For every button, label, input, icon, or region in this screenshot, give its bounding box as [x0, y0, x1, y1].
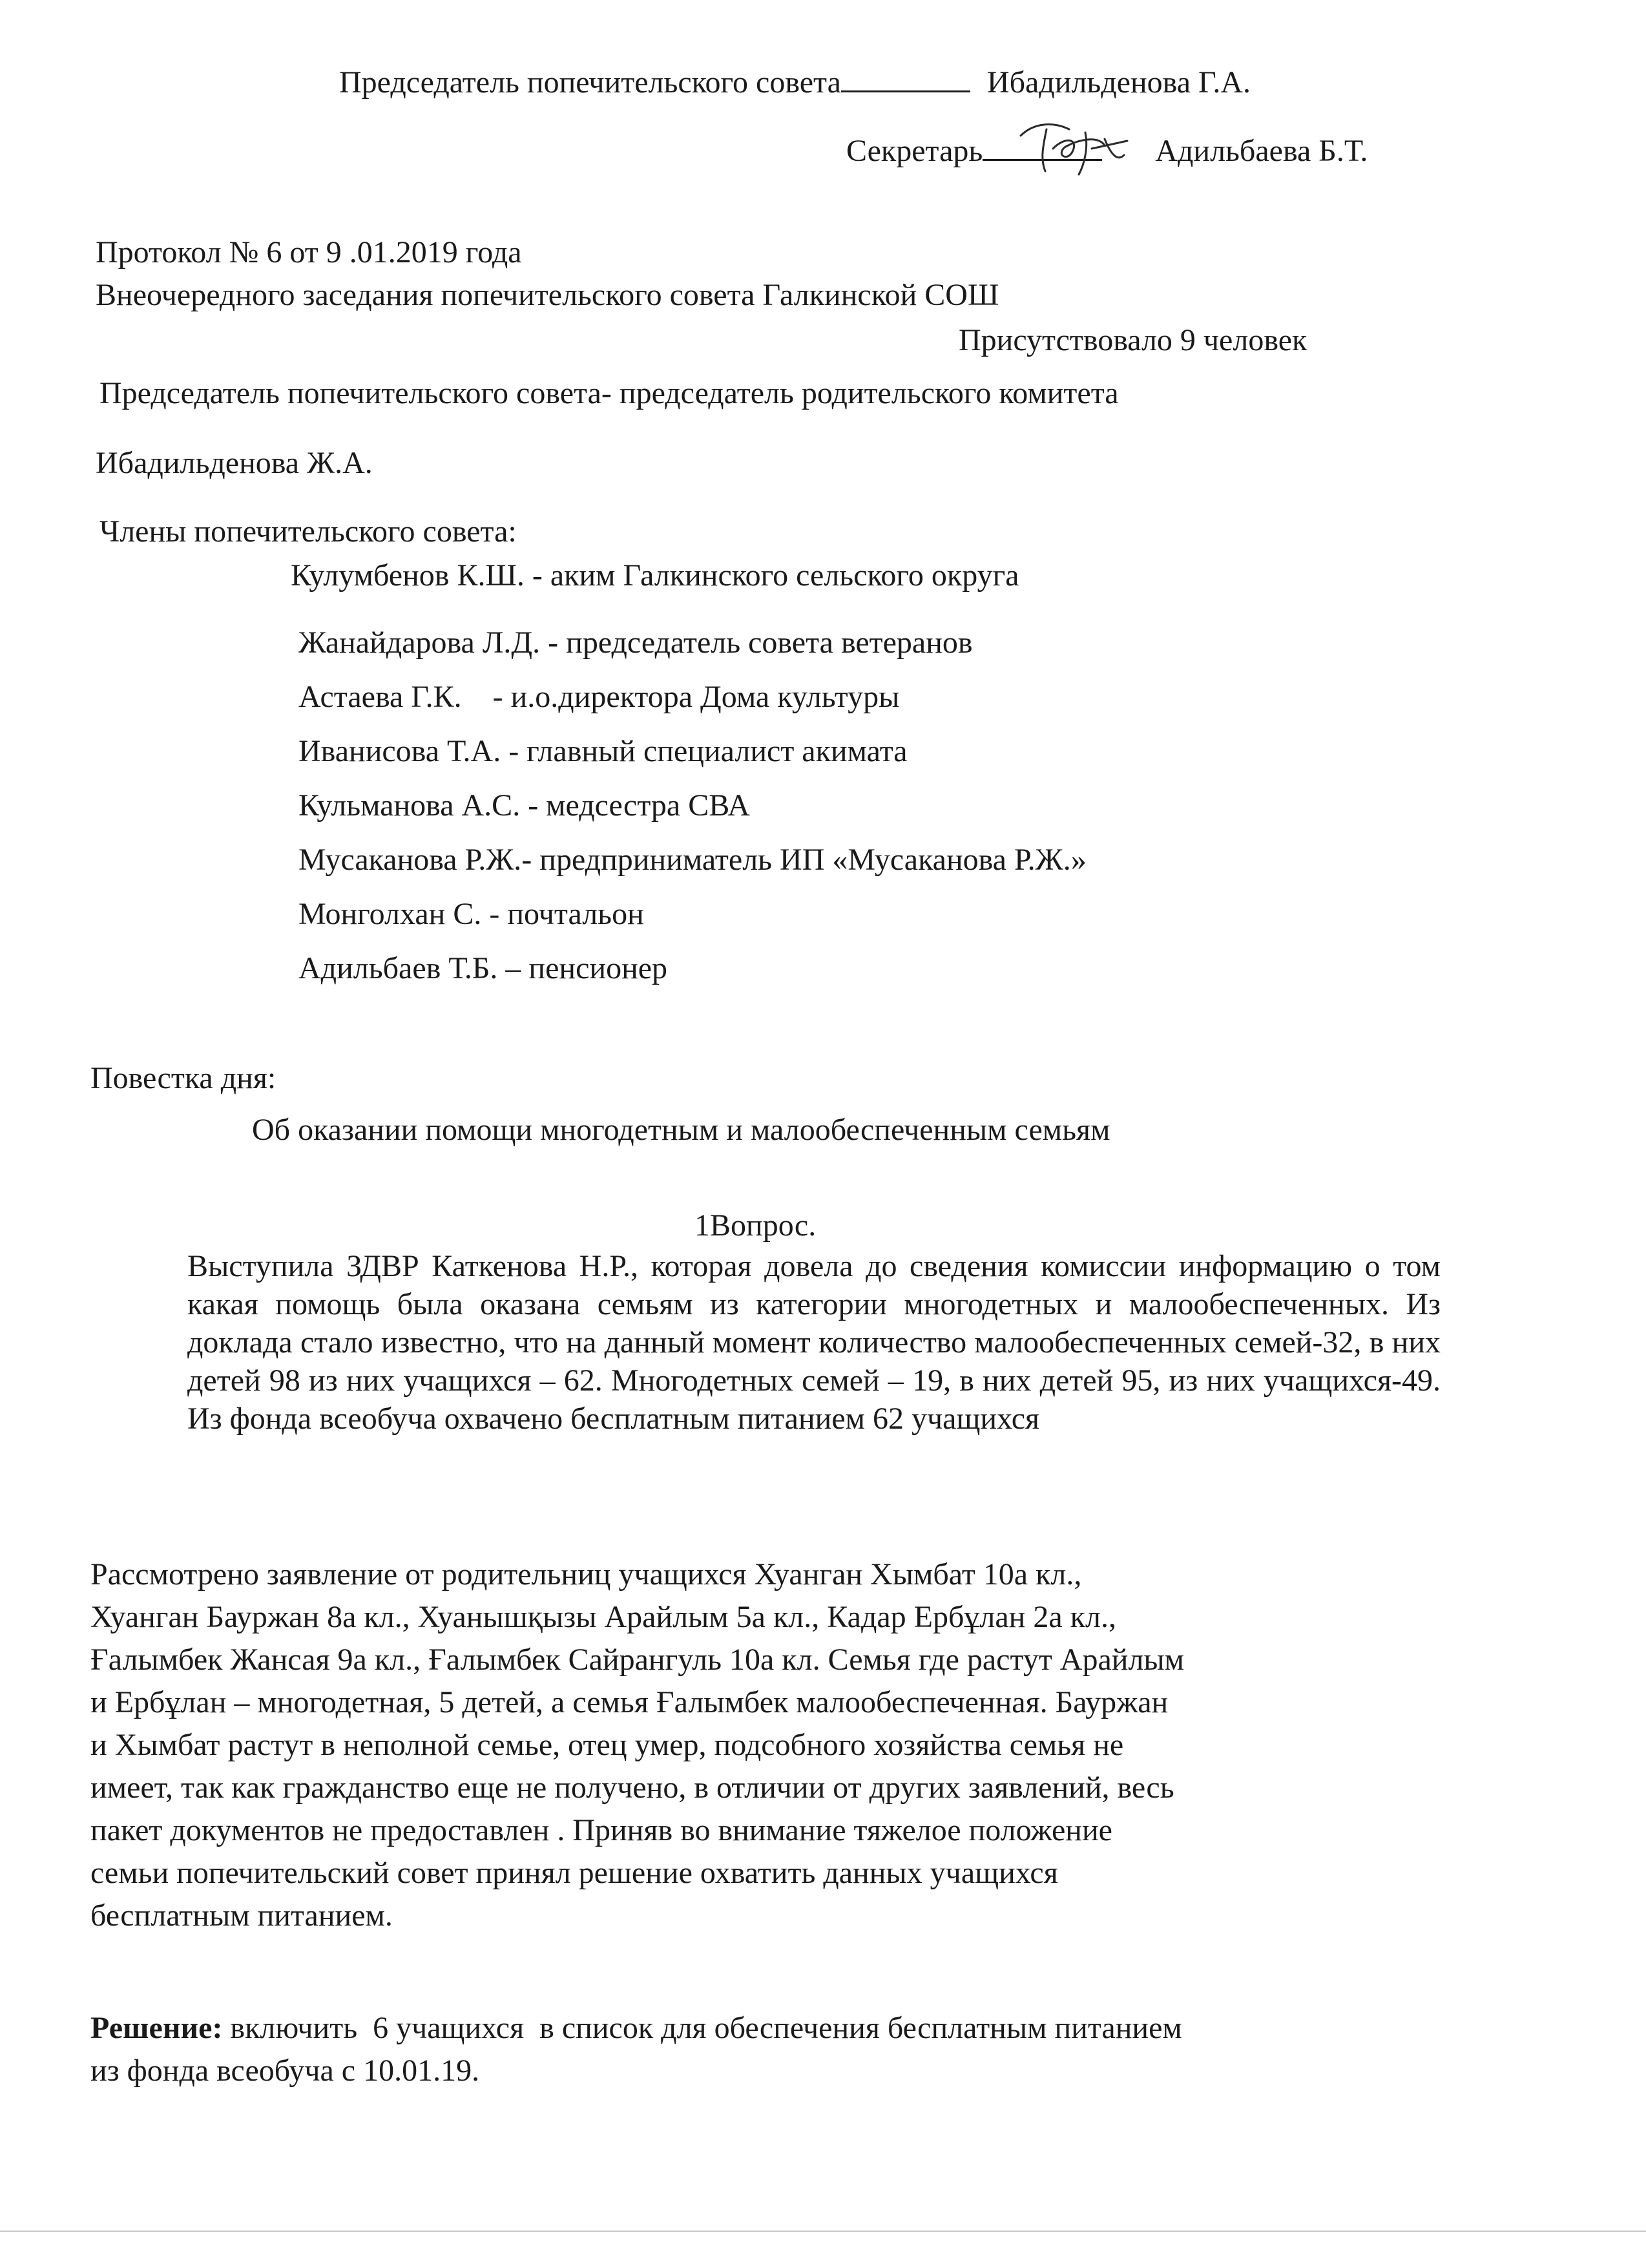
question-title: 1Вопрос. [694, 1208, 817, 1243]
decision-label: Решение: [90, 2011, 223, 2045]
member-item: Монголхан С. - почтальон [298, 897, 644, 931]
decision-text: включить 6 учащихся в список для обеспечения бесплатным питанием [222, 2011, 1182, 2045]
statement-line: семьи попечительский совет принял решение охватить данных учащихся [90, 1856, 1058, 1890]
chair-role: Председатель попечительского совета- председатель родительского комитета [99, 376, 1119, 410]
agenda-item: Об оказании помощи многодетным и малообеспеченным семьям [252, 1113, 1110, 1147]
member-item: Мусаканова Р.Ж.- предприниматель ИП «Мусаканова Р.Ж.» [298, 843, 1087, 877]
member-item: Астаева Г.К. - и.о.директора Дома культуры [298, 680, 900, 714]
chairman-title: Председатель попечительского совета [339, 65, 841, 100]
chairman-name: Ибадильденова Г.А. [986, 65, 1251, 100]
agenda-heading: Повестка дня: [90, 1061, 276, 1095]
statement-line: бесплатным питанием. [90, 1898, 393, 1933]
member-item: Адильбаев Т.Б. – пенсионер [298, 951, 668, 985]
member-item: Жанайдарова Л.Д. - председатель совета ветеранов [298, 625, 973, 660]
secretary-name: Адильбаева Б.Т. [1155, 134, 1368, 168]
member-item: Кулумбенов К.Ш. - аким Галкинского сельского округа [291, 558, 1019, 593]
decision-line-2: из фонда всеобуча с 10.01.19. [90, 2053, 480, 2088]
chairman-signature-line [339, 59, 1251, 102]
protocol-number: Протокол № 6 от 9 .01.2019 года [96, 235, 522, 269]
handwritten-signature [1008, 110, 1137, 181]
statement-line: и Хымбат растут в неполной семье, отец умер, подсобного хозяйства семья не [90, 1728, 1124, 1762]
decision-line [90, 2010, 1182, 2048]
chairman-signature-blank [841, 59, 970, 92]
question-paragraph: Выступила ЗДВР Каткенова Н.Р., которая довела до сведения комиссии информацию о том какая помощь была оказана семьям из категории многодетных и малообеспеченных. Из доклада стало известно, что на данный момент количество малообеспеченных семей-32, в них детей 98 из них учащихся – 62. Многодетных семей – 19, в них детей 95, из них учащихся-49. Из фонда всеобуча охвачено бесплатным питанием 62 учащихся [187, 1249, 1441, 1436]
chair-name: Ибадильденова Ж.А. [96, 446, 373, 480]
member-item: Кульманова А.С. - медсестра СВА [298, 788, 750, 823]
members-heading: Члены попечительского совета: [99, 514, 517, 549]
statement-line: Рассмотрено заявление от родительниц учащихся Хуанган Хымбат 10а кл., [90, 1557, 1082, 1591]
statement-line: Ғалымбек Жансая 9а кл., Ғалымбек Сайрангуль 10а кл. Семья где растут Арайлым [90, 1643, 1185, 1677]
statement-line: пакет документов не предоставлен . Приняв во внимание тяжелое положение [90, 1813, 1112, 1847]
scan-edge-line [0, 2231, 1646, 2232]
attendance-count: Присутствовало 9 человек [959, 323, 1307, 357]
meeting-title: Внеочередного заседания попечительского совета Галкинской СОШ [96, 278, 999, 312]
statement-line: имеет, так как гражданство еще не получено, в отличии от других заявлений, весь [90, 1770, 1174, 1805]
member-item: Иванисова Т.А. - главный специалист акимата [298, 734, 908, 768]
secretary-title: Секретарь [846, 134, 983, 168]
statement-line: Хуанган Бауржан 8а кл., Хуанышқызы Арайлым 5а кл., Кадар Ербұлан 2а кл., [90, 1600, 1116, 1634]
statement-line: и Ербұлан – многодетная, 5 детей, а семья Ғалымбек малообеспеченная. Бауржан [90, 1685, 1169, 1719]
